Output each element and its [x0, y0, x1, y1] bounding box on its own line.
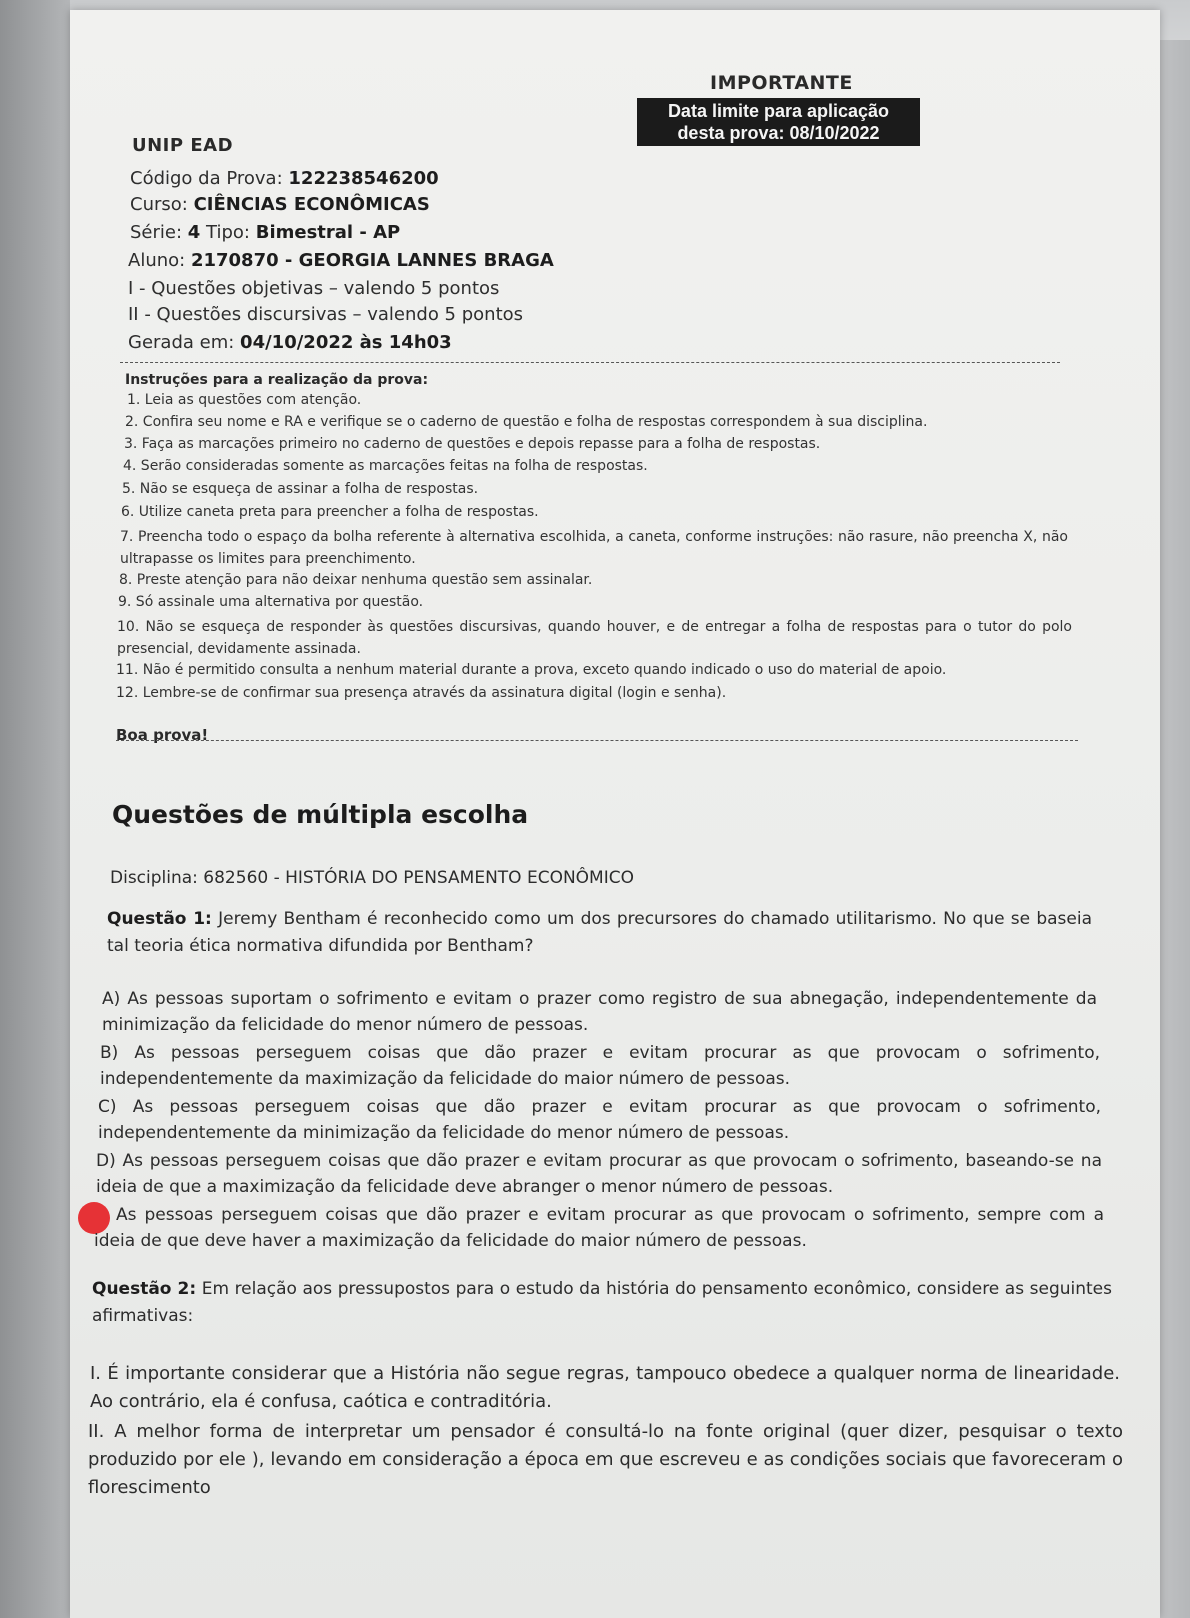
question-2-text: Em relação aos pressupostos para o estudo da história do pensamento econômico, considere as seguintes afirmativas:: [92, 1279, 1112, 1326]
instruction-item: 6. Utilize caneta preta para preencher a folha de respostas.: [121, 504, 539, 520]
instructions-title: Instruções para a realização da prova:: [125, 372, 429, 388]
divider-top: [120, 362, 1060, 363]
question-2: [92, 1276, 1112, 1330]
option-b[interactable]: B) As pessoas perseguem coisas que dão prazer e evitam procurar as que provocam o sofrimento, independentemente da maximização da felicidade do maior número de pessoas.: [100, 1043, 1100, 1089]
part-2: II - Questões discursivas – valendo 5 pontos: [128, 304, 524, 325]
instruction-item: 9. Só assinale uma alternativa por questão.: [118, 594, 424, 610]
generated-at: Gerada em: 04/10/2022 às 14h03: [128, 332, 452, 353]
deadline-box: [637, 98, 920, 146]
exam-sheet: [70, 10, 1160, 1618]
instruction-item: 10. Não se esqueça de responder às questões discursivas, quando houver, e de entregar a folha de respostas para o tutor do polo presencial, devidamente assinada.: [117, 619, 1072, 657]
deadline-line-1: Data limite para aplicação: [667, 101, 890, 121]
series-type: Série: 4 Tipo: Bimestral - AP: [130, 222, 401, 243]
option-d[interactable]: D) As pessoas perseguem coisas que dão prazer e evitam procurar as que provocam o sofrimento, baseando-se na ideia de que a maximização da felicidade deve abranger o menor número de pessoas.: [96, 1151, 1102, 1197]
instruction-item: 5. Não se esqueça de assinar a folha de respostas.: [122, 481, 479, 497]
option-a[interactable]: A) As pessoas suportam o sofrimento e evitam o prazer como registro de sua abnegação, independentemente da minimização da felicidade do menor número de pessoas.: [102, 989, 1097, 1035]
instruction-item: 11. Não é permitido consulta a nenhum material durante a prova, exceto quando indicado o uso do material de apoio.: [116, 662, 947, 678]
instruction-item: 1. Leia as questões com atenção.: [127, 392, 362, 408]
importante-label: IMPORTANTE: [710, 72, 853, 94]
part-1: I - Questões objetivas – valendo 5 pontos: [128, 278, 500, 299]
option-e[interactable]: As pessoas perseguem coisas que dão prazer e evitam procurar as que provocam o sofrimento, sempre com a ideia de que deve haver a maximização da felicidade do maior número de pessoas.: [94, 1205, 1104, 1251]
closing-text: Boa prova!: [116, 726, 209, 744]
student: Aluno: 2170870 - GEORGIA LANNES BRAGA: [128, 250, 554, 271]
section-title: Questões de múltipla escolha: [112, 800, 529, 829]
instruction-item: 3. Faça as marcações primeiro no caderno de questões e depois repasse para a folha de respostas.: [124, 436, 821, 452]
course: Curso: CIÊNCIAS ECONÔMICAS: [130, 194, 430, 215]
instruction-item: 7. Preencha todo o espaço da bolha referente à alternativa escolhida, a caneta, conforme instruções: não rasure, não preencha X, não ultrapasse os limites para preenchimento.: [120, 529, 1068, 567]
divider-bottom: [116, 740, 1078, 741]
instruction-item: 12. Lembre-se de confirmar sua presença através da assinatura digital (login e senha).: [116, 685, 727, 701]
question-1: [107, 906, 1092, 960]
instruction-item: 2. Confira seu nome e RA e verifique se o caderno de questão e folha de respostas correspondem à sua disciplina.: [125, 414, 928, 430]
option-c[interactable]: C) As pessoas perseguem coisas que dão prazer e evitam procurar as que provocam o sofrimento, independentemente da minimização da felicidade do menor número de pessoas.: [98, 1097, 1101, 1143]
institution: UNIP EAD: [132, 135, 234, 156]
question-2-label: Questão 2:: [92, 1279, 197, 1299]
discipline: Disciplina: 682560 - HISTÓRIA DO PENSAMENTO ECONÔMICO: [110, 868, 634, 888]
question-1-label: Questão 1:: [107, 909, 212, 929]
background-left: [0, 0, 70, 1618]
statement-1: I. É importante considerar que a História não segue regras, tampouco obedece a qualquer norma de linearidade. Ao contrário, ela é confusa, caótica e contraditória.: [90, 1363, 1120, 1412]
question-1-text: Jeremy Bentham é reconhecido como um dos precursores do chamado utilitarismo. No que se baseia tal teoria ética normativa difundida por Bentham?: [107, 909, 1092, 956]
exam-code: Código da Prova: 122238546200: [130, 168, 439, 189]
instruction-item: 8. Preste atenção para não deixar nenhuma questão sem assinalar.: [119, 572, 593, 588]
instruction-item: 4. Serão consideradas somente as marcações feitas na folha de respostas.: [123, 458, 648, 474]
deadline-line-2: desta prova: 08/10/2022: [677, 123, 880, 143]
statement-2: II. A melhor forma de interpretar um pensador é consultá-lo na fonte original (quer dizer, pesquisar o texto produzido por ele ), levando em consideração a época em que escreveu e as condições sociais que favoreceram o florescimento: [88, 1421, 1123, 1498]
